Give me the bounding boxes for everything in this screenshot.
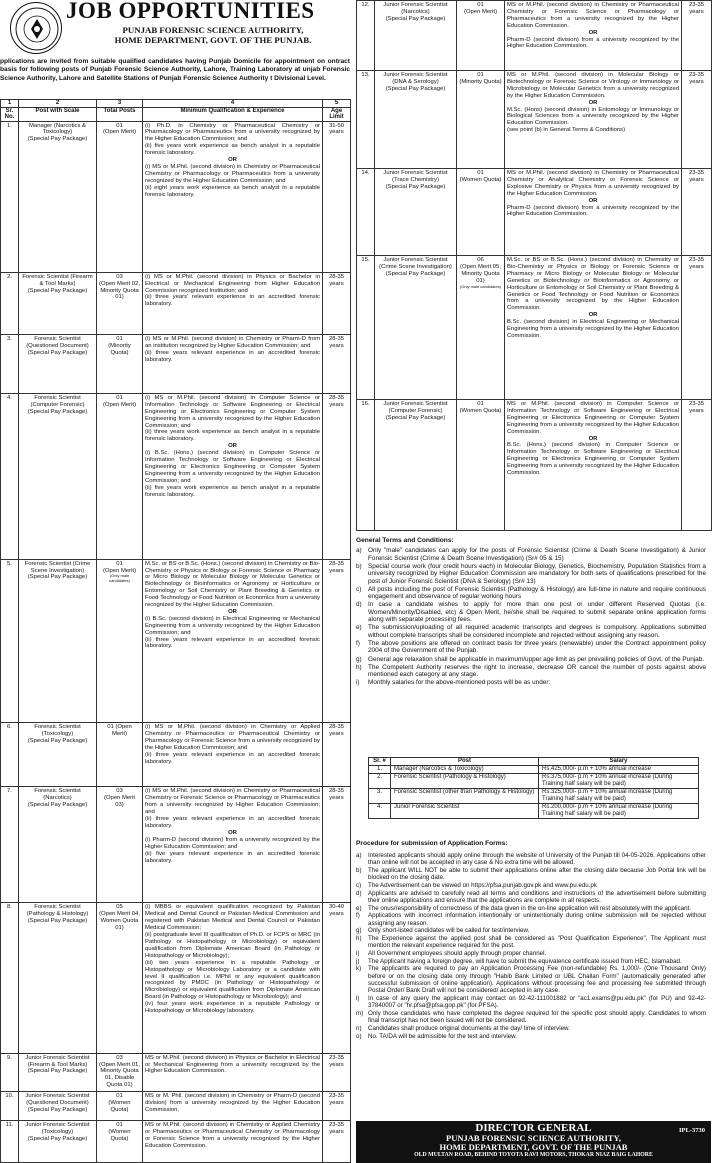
posts-table-left (0, 99, 351, 1163)
col-number: 2 (19, 100, 97, 108)
row-sr: 5. (1, 559, 19, 723)
row-posts-count: 01 (Open Merit) (107, 724, 132, 738)
row-qualification (505, 400, 682, 531)
row-posts-count: 01 (Minority Quota) (459, 72, 502, 85)
list-item (356, 656, 706, 664)
table-row (357, 71, 712, 169)
list-item-label: i) (356, 679, 360, 687)
row-age: 31-50 years (323, 121, 351, 272)
list-item (356, 586, 706, 601)
row-qualification (505, 1, 682, 71)
row-total-posts (457, 1, 505, 71)
list-item-label: h) (356, 663, 362, 671)
salary-post: Manager (Narcotics & Toxicology) (391, 766, 539, 774)
salary-header-row (369, 758, 699, 766)
row-qualification (505, 256, 682, 400)
row-age: 28-35 years (323, 559, 351, 723)
salary-sr: 1. (369, 766, 391, 774)
list-item-text: The Advertisement can be viewed on https://pfsa.punjab.gov.pk and www.pu.edu.pk (368, 881, 597, 889)
row-qualification (505, 71, 682, 169)
table-header-row (1, 107, 351, 121)
list-item-text: Applicants are advised to carefully read all terms and conditions and instructions of the advertisement before submitting their online applications and ensure that the applications are complete in all respects. (368, 889, 706, 904)
list-item-label: c) (356, 585, 362, 593)
list-item-label: f) (356, 639, 360, 647)
salary-sr: 4. (369, 804, 391, 819)
footer-box (356, 1121, 711, 1163)
row-qualification (143, 121, 323, 272)
row-posts-count: 01 (Women Quota) (108, 1122, 131, 1143)
or-separator: OR (588, 99, 598, 106)
row-posts-count: 03 (Open Merit 03) (103, 788, 136, 809)
row-post: Forensic Scientist (Toxicology) (Special Pay Package) (19, 723, 97, 787)
salary-row (369, 774, 699, 789)
qualification-line: M.Sc. or BS or B.Sc. (Hons.) (second division) in Chemistry or Bio-Chemistry or Physics or Biology or Forensic Science or Pharmacy or Micro Biology or Molecular Biology or Molecular Genetics or Biotechnology or Bioinformatics or Agronomy or Horticulture or Entomology or Soil Chemistry or Plant Breeding & Genetics or Food Technology or Food Nutrition or Economics from a university recognized by the Higher Education Commission. (507, 257, 679, 312)
list-item-text: Only short-listed candidates will be called for test/interview. (368, 927, 530, 935)
list-item (356, 927, 706, 934)
or-separator: OR (588, 312, 598, 319)
col-header-qualification: Minimum Qualification & Experience (143, 107, 323, 121)
list-item (356, 664, 706, 679)
qualification-line: (ii) eight years work experience as bench analyst in a reputable forensic laboratory. (145, 184, 320, 198)
row-sr: 3. (1, 334, 19, 393)
list-item-label: d) (356, 889, 362, 897)
table-col-number-row (1, 100, 351, 108)
procedure-list (356, 852, 706, 1040)
list-item-text: The applicants are required to pay an Application Processing Fee (non-refundable) Rs. 1,000/- (One Thousand Only) before or on the closing date only through "Habib Bank Limited or UBL Challan Form" (automatically generated after successful submission of online application). Applications without processing fee and processing fee submitted through Postal Order/ Bank Draft will not be considered/ accepted in any case. (368, 965, 706, 995)
list-item-label: g) (356, 927, 362, 935)
row-age: 28-35 years (323, 787, 351, 903)
table-row (357, 400, 712, 531)
row-post: Manager (Narcotics & Toxicology) (Special Pay Package) (19, 121, 97, 272)
row-posts-note: (Only male candidates) (459, 283, 502, 289)
table-row (1, 272, 351, 334)
list-item-text: The Applicant having a foreign degree, will have to submit the equivalence certificate issued from HEC, Islamabad. (368, 957, 682, 965)
qualification-line: (ii) three years relevant experience in an accredited forensic laboratory. (145, 816, 320, 829)
row-total-posts (97, 393, 143, 559)
row-sr: 16. (357, 400, 375, 531)
terms-heading: General Terms and Conditions: (356, 537, 454, 544)
row-post: Junior Forensic Scientist (Trace Chemistry) (Special Pay Package) (375, 169, 457, 256)
list-item (356, 1025, 706, 1032)
table-row (1, 334, 351, 393)
or-separator: OR (228, 829, 237, 836)
footer-designation: DIRECTOR GENERAL (475, 1122, 592, 1134)
qualification-line: (i) MS or M.Phil. (second division) in Chemistry or Pharmaceutical Chemistry or Forensic Science or Pharmacology or Pharmaceutics from a university recognized by Higher Education Commission; and (145, 788, 320, 816)
row-qualification: (i) MS or M.Phil. (second division) in Chemistry or Pharm-D from an institution recognized by Higher Education Commission; and (ii) three years relevant experience in an accredited forensic laboratory. (143, 334, 323, 393)
row-age: 28-35 years (323, 334, 351, 393)
salary-table (368, 757, 699, 819)
qualification-line: Pharm-D (second division) from a university recognized by the Higher Education Commission. (507, 204, 679, 218)
salary-amount: Rs.425,000/- p.m + 10% annual increase (539, 766, 699, 774)
row-qualification (505, 169, 682, 256)
list-item (356, 640, 706, 655)
row-qualification (143, 559, 323, 723)
list-item-label: e) (356, 624, 362, 632)
row-post: Forensic Scientist (Questioned Document) (Special Pay Package) (19, 334, 97, 393)
list-item (356, 965, 706, 994)
row-posts-count: 06 (Open Merit 05, Minority Quota 01) (460, 257, 501, 284)
row-post: Junior Forensic Scientist (DNA & Serology) (Special Pay Package) (375, 71, 457, 169)
list-item-label: m) (356, 1009, 364, 1017)
list-item-label: o) (356, 1032, 362, 1040)
list-item-text: No. TA/DA will be admissible for the test and interview. (368, 1032, 518, 1040)
row-sr: 4. (1, 393, 19, 559)
list-item-text: All posts including the post of Forensic Scientist (Pathology & Histology) are full-time in nature and require continuous engagement and observance of regular working hours (368, 585, 706, 601)
table-row (1, 1092, 351, 1121)
salary-amount: Rs.325,000/- p.m + 10% annual increase (During Training half salary will be paid) (539, 789, 699, 804)
intro-paragraph: pplications are invited from suitable qualified candidates having Punjab Domicile for appointment on ontract basis for following posts of Punjab Forensic Science Authority, Lahore, Training Laboratory at unjab Forensic Science Authority, Lahore and Satellite Stations of Punjab Forensic Science Authority t Divisional Level. (0, 58, 350, 82)
row-qualification: MS or M. Phil. (second division) in Chemistry or Pharm-D (second division) from a university recognized by the Higher Education Commission. (143, 1092, 323, 1121)
salary-post: Junior Forensic Scientist (391, 804, 539, 819)
page-subtitle (88, 25, 338, 45)
or-separator: OR (588, 435, 598, 442)
row-age: 23-35 years (323, 1121, 351, 1163)
row-posts-count: 03 (Open Merit 02, Minority Quota 01) (99, 273, 140, 301)
col-number: 3 (97, 100, 143, 108)
qualification-line: (ii) three years work experience as bench analyst in a reputable forensic laboratory. (145, 429, 320, 443)
row-sr: 14. (357, 169, 375, 256)
table-row (1, 121, 351, 272)
list-item (356, 563, 706, 586)
list-item (356, 624, 706, 639)
qualification-line: (i) B.Sc. (Hons.) (second division) in Computer Science or Information Technology or Software Engineering or Electrical Engineering or Electronics Engineering or Computer System Engineering from a university recognized by the Higher Education Commission; and (145, 450, 320, 484)
table-row (1, 723, 351, 787)
col-header-sr: Sr. No. (1, 107, 19, 121)
row-post: Junior Forensic Scientist (Narcotics) (Special Pay Package) (375, 1, 457, 71)
page-title: JOB OPPORTUNITIES (66, 0, 315, 23)
list-item-label: e) (356, 904, 362, 912)
row-qualification: (i) MBBS or equivalent qualification recognized by Pakistan Medical and Dental Council or Pakistan Medical Commission and registered with Pakistan Medical and Dental Council or Pakistan Medical Commission; (ii) postgraduate level III qualification of Ph.D. or FCPS or MRC (in Pathology or Histopathology or Microbiology) or equivalent qualification from Diplomate American Board (in Pathology or Histopathology or Microbiology); (iii) two years experience in a reputable Pathology or Histopathology or Microbiology Laboratory or a candidate with level II qualification i.e. MPhil or any equivalent qualification recognized by PMDC (in Pathology or Histopathology or Microbiology) or equivalent qualification from Diplomate American Board (in Pathology or Histopathology or Microbiology); and (iv) four years work experience in a reputable Pathology or Histopathology or Microbiology laboratory. (143, 903, 323, 1053)
list-item-label: g) (356, 655, 362, 663)
qualification-line: (ii) three years relevant experience in an accredited forensic laboratory. (145, 636, 320, 650)
salary-post: Forensic Scientist (other than Pathology & Histology) (391, 789, 539, 804)
row-total-posts (97, 1121, 143, 1163)
salary-sr: 3. (369, 789, 391, 804)
row-qualification: (i) MS or M.Phil. (second division) in Chemistry or Applied Chemistry or Pharmaceutics or Pharmaceutical Chemistry or Pharmacology or Forensic Science from a university recognized by the Higher Education Commission; and (ii) three years relevant experience in an accredited forensic laboratory. (143, 723, 323, 787)
or-separator: OR (588, 197, 598, 204)
list-item-label: a) (356, 547, 362, 554)
row-posts-count: 05 (Open Merit 04, Women Quota 01) (99, 904, 140, 932)
or-separator: OR (588, 29, 598, 36)
table-row (357, 256, 712, 400)
pfsa-logo (10, 2, 62, 54)
row-posts-count: 01 (Open Merit) (102, 122, 137, 136)
salary-sr: 2. (369, 774, 391, 789)
list-item (356, 958, 706, 965)
row-qualification: (i) MS or M.Phil. (second division) in Physics or Bachelor in Electrical or Mechanical Engineering from Higher Education Commission recognized Institution; and (ii) three years' relevant experience in an accredited forensic laboratory. (143, 272, 323, 334)
row-qualification (143, 787, 323, 903)
row-posts-count: 01 (Women Quota) (108, 1093, 131, 1114)
list-item-text: Candidates shall produce original documents at the day/ time of interview. (368, 1024, 570, 1032)
list-item (356, 950, 706, 957)
row-qualification (143, 393, 323, 559)
or-separator: OR (228, 608, 237, 615)
salary-col-sr: Sr. # (369, 758, 391, 766)
list-item (356, 890, 706, 905)
list-item (356, 867, 706, 882)
list-item-text: The submission/uploading of all required academic transcripts and degrees is compulsory. Applications submitted without complete transcripts shall be considered incomplete and rejected without assigning any reason. (368, 624, 706, 639)
row-total-posts (97, 272, 143, 334)
list-item-label: l) (356, 994, 360, 1002)
qualification-line: MS or M.Phil. (second division) in Computer Science or Information Technology or Software Engineering or Electrical Engineering or Electronics Engineering or Computer System Engineering from a university recognized by the Higher Education Commission. (507, 401, 679, 435)
qualification-line: (i) B.Sc. (second division) in Electrical Engineering or Mechanical Engineering from a university recognized by the Higher Education Commission; and (145, 615, 320, 636)
list-item (356, 882, 706, 889)
subtitle-line: PUNJAB FORENSIC SCIENCE AUTHORITY, (122, 25, 304, 35)
row-total-posts (457, 169, 505, 256)
list-item (356, 601, 706, 624)
qualification-line: (i) Ph.D. in Chemistry or Pharmaceutical Chemistry or Pharmacology or Pharmaceutics from a university recognized by the Higher Education Commission; and (145, 122, 320, 143)
or-separator: OR (228, 157, 237, 164)
row-sr: 13. (357, 71, 375, 169)
list-item-label: j) (356, 957, 360, 965)
row-post: Forensic Scientist (Pathology & Histology) (Special Pay Package) (19, 903, 97, 1053)
row-posts-count: 01 (Minority Quota) (108, 335, 131, 356)
row-sr: 6. (1, 723, 19, 787)
qualification-line: Pharm-D (second division) from a university recognized by the Higher Education Commission. (507, 36, 679, 50)
row-total-posts (457, 256, 505, 400)
footer-address: OLD MULTAN ROAD, BEHIND TOYOTA RAVI MOTORS, THOKAR NIAZ BAIG LAHORE (414, 1152, 653, 1158)
salary-row (369, 789, 699, 804)
col-header-post: Post with Scale (19, 107, 97, 121)
row-post: Junior Forensic Scientist (Crime Scene Investigation) (Special Pay Package) (375, 256, 457, 400)
row-posts-count: 01 (Women Quota) (459, 401, 502, 414)
list-item-text: Applications with incorrect information intentionally or unintentionally during online submission will be rejected without assigning any reason. (368, 912, 706, 927)
list-item (356, 912, 706, 927)
row-age: 28-35 years (323, 393, 351, 559)
list-item (356, 852, 706, 867)
list-item-text: In case a candidate wishes to apply for more than one post or under different Reserved Quotas (i.e. Women/Minority/Disabled, etc) & Open Merit, he/she shall be required to submit separate online application forms along with separate processing fees. (368, 601, 706, 624)
list-item-label: c) (356, 881, 362, 889)
list-item-label: n) (356, 1024, 362, 1032)
row-age: 23-35 years (682, 71, 712, 169)
list-item (356, 547, 706, 562)
qualification-line: M.Sc. or BS or B.Sc. (Hons.) (second division) in Chemistry or Bio-Chemistry or Physics or Biology or Forensic Science or Pharmacy or Micro Biology or Molecular Biology or Molecular Genetics or Biotechnology or Bioinformatics or Agronomy or Horticulture or Entomology or Soil Chemistry or Plant Breeding & Genetics or Food Technology or Food Nutrition or Economics from a university recognized by the Higher Education Commission. (145, 560, 320, 609)
salary-row (369, 804, 699, 819)
list-item-text: Only those candidates who have completed the degree required for the specific post should apply. Candidates to whom final transcript has not been issued will not be considered. (368, 1009, 706, 1025)
qualification-line: MS or M.Phil. (second division) in Molecular Biology or Biotechnology or Forensic Science or Virology or Immunology or Microbiology or Molecular Genetics from a university recognized by the Higher Education Commission. (507, 72, 679, 99)
subtitle-line: HOME DEPARTMENT, GOVT. OF THE PUNJAB. (114, 35, 312, 45)
list-item-text: Interested applicants should apply online through the website of University of the Punjab till 04-05-2026. Applications other than online will not be accepted in any case & No extra time will be allowed. (368, 852, 706, 867)
list-item-label: k) (356, 965, 362, 973)
row-sr: 2. (1, 272, 19, 334)
row-total-posts (457, 400, 505, 531)
row-total-posts (97, 559, 143, 723)
row-total-posts (97, 723, 143, 787)
table-row (1, 393, 351, 559)
salary-amount: Rs.200,000/- p.m + 10% annual increase (During Training half salary will be paid) (539, 804, 699, 819)
row-age: 23-35 years (682, 400, 712, 531)
qualification-line: (i) MS or M.Phil. (second division) in Computer Science or Information Technology or Software Engineering or Electrical Engineering or Electronics Engineering or Computer System Engineering from a university recognized by the Higher Education Commission; and (145, 394, 320, 429)
list-item-text: The Competent Authority reserves the right to increase, decrease OR cancel the number of posts against above mentioned each category at any stage. (368, 663, 706, 679)
list-item (356, 995, 706, 1010)
table-row (1, 1053, 351, 1092)
row-sr: 11. (1, 1121, 19, 1163)
qualification-line: B.Sc. (Hons.) (second division) in Computer Science or Information Technology or Software Engineering or Electrical Engineering or Electronics Engineering or Computer System Engineering from a university recognized by the Higher Education Commission. (507, 442, 679, 477)
row-post: Forensic Scientist (Narcotics) (Special Pay Package) (19, 787, 97, 903)
salary-amount: Rs.375,000/- p.m + 10% annual increase (During Training half salary will be paid) (539, 774, 699, 789)
ipl-code: IPL-3730 (679, 1127, 705, 1134)
list-item (356, 1010, 706, 1025)
salary-col-salary: Salary (539, 758, 699, 766)
row-total-posts (97, 787, 143, 903)
row-age: 23-35 years (323, 1092, 351, 1121)
list-item-text: The above positions are offered on contract basis for three years (renewable) under the Contract appointment policy 2004 of the Government of the Punjab. (368, 639, 706, 655)
list-item-label: b) (356, 866, 362, 874)
qualification-line: B.Sc. (second division) in Electrical Engineering or Mechanical Engineering from a university recognized by the Higher Education Commission. (507, 319, 679, 339)
col-number: 4 (143, 100, 323, 108)
list-item-text: In case of any query the applicant may contact on 92-42-111001882 or "ac1.exams@pu.edu.pk" (for PU) and 92-42-37840007 or "hr.pfsa@pfsa.gop.pk" (for PFSA). (368, 994, 706, 1010)
salary-row (369, 766, 699, 774)
list-item-label: d) (356, 601, 362, 609)
row-post: Junior Forensic Scientist (Firearm & Tool Marks) (Special Pay Package) (19, 1053, 97, 1092)
row-sr: 7. (1, 787, 19, 903)
terms-list (356, 547, 706, 687)
list-item-text: Monthly salaries for the above-mentioned posts will be as under: (368, 679, 551, 687)
row-sr: 15. (357, 256, 375, 400)
qualification-line: MS or M.Phil. (second division) in Chemistry or Pharmaceutical Chemistry or Analytical Chemistry or Forensic Science or Explosive Chemistry or Physics from a university recognized by the Higher Education Commission. (507, 170, 679, 197)
or-separator: OR (228, 443, 237, 450)
salary-col-post: Post (391, 758, 539, 766)
row-post: Junior Forensic Scientist (Questioned Document) (Special Pay Package) (19, 1092, 97, 1121)
posts-table-right (356, 0, 712, 531)
footer-org: PUNJAB FORENSIC SCIENCE AUTHORITY, (446, 1133, 621, 1143)
row-posts-count: 01 (Women Quota) (459, 170, 502, 183)
list-item-text: All Government employees should apply through proper channel. (368, 949, 547, 957)
row-posts-note: (Only male candidates) (109, 573, 130, 583)
row-post: Junior Forensic Scientist (Toxicology) (Special Pay Package) (19, 1121, 97, 1163)
row-qualification: MS or M.Phil. (second division) in Chemistry or Applied Chemistry or Pharmaceutics or Pharmaceutical Chemistry or Pharmacology or Forensic Science from a university recognized by the Higher Education Commission. (143, 1121, 323, 1163)
row-post: Junior Forensic Scientist (Computer Forensic) (Special Pay Package) (375, 400, 457, 531)
list-item-label: b) (356, 562, 362, 570)
row-age: 23-35 years (323, 1053, 351, 1092)
row-age: 23-35 years (682, 169, 712, 256)
list-item (356, 905, 706, 912)
table-row (1, 787, 351, 903)
list-item-text: The applicant WILL NOT be able to submit their applications online after the closing date because Job Portal link will be blocked on the closing date. (368, 866, 706, 882)
salary-post: Forensic Scientist (Pathology & Histology) (391, 774, 539, 789)
row-posts-count: 01 (Open Merit) (102, 560, 137, 574)
row-age: 28-35 years (323, 723, 351, 787)
table-row (357, 1, 712, 71)
row-total-posts (457, 71, 505, 169)
row-posts-count: 03 (Open Merit 01, Minority Quota 01, Disable Quota 01) (99, 1054, 140, 1089)
table-row (1, 1121, 351, 1163)
qualification-line: (ii) five years work experience as bench analyst in a reputable forensic laboratory. (145, 484, 320, 498)
row-sr: 1. (1, 121, 19, 272)
row-qualification: MS or M.Phil. (second division) in Physics or Bachelor in Electrical or Mechanical Engineering from a university recognized by the Higher Education Commission. (143, 1053, 323, 1092)
qualification-line: (ii) five years work experience as bench analyst in a reputable forensic laboratory. (145, 143, 320, 157)
row-post: Forensic Scientist (Crime Scene Investigation) (Special Pay Package) (19, 559, 97, 723)
row-post: Forensic Scientist (Computer Forensic) (Special Pay Package) (19, 393, 97, 559)
qualification-line: MS or M.Phil. (second division) in Chemistry or Pharmaceutical Chemistry or Forensic Science or Pharmacology or Pharmaceutics from a university recognized by the Higher Education Commission. (507, 2, 679, 29)
row-age: 30-40 years (323, 903, 351, 1053)
row-sr: 10. (1, 1092, 19, 1121)
list-item (356, 935, 706, 950)
row-age: 28-35 years (323, 272, 351, 334)
row-total-posts (97, 334, 143, 393)
list-item-text: Special course work (four credit hours each) in Molecular Biology, Genetics, Biochemistry, Population Statistics from a university recognized by Higher Education Commission are mandatory for both sets of qualifications prescribed for the post of Junior Forensic Scientist (DNA & Serology) (Sr# 13) (368, 562, 706, 585)
col-header-total: Total Posts (97, 107, 143, 121)
list-item-text: The onus/responsibility of correctness of the data given in the on-line application will rest absolutely with the applicant. (368, 904, 691, 912)
row-sr: 12. (357, 1, 375, 71)
list-item (356, 679, 706, 687)
row-total-posts (97, 1053, 143, 1092)
col-number: 1 (1, 100, 19, 108)
row-posts-count: 01 (Open Merit) (102, 394, 137, 408)
col-header-age: Age Limit (323, 107, 351, 121)
row-total-posts (97, 1092, 143, 1121)
list-item-text: Only "male" candidates can apply for the posts of Forensic Scientist (Crime & Death Scene Investigation) & Junior Forensic Scientist (Crime & Death Scene Investigation) (Sr# 05 & 15) (368, 547, 706, 562)
list-item-text: The Experience against the applied post shall be considered as "Post Qualification Experience". The Applicant must mention the relevant experience required for the post. (368, 935, 706, 950)
list-item (356, 1033, 706, 1040)
row-post: Forensic Scientist (Firearm & Tool Marks) (Special Pay Package) (19, 272, 97, 334)
qualification-line: (ii) five years relevant experience in an accredited forensic laboratory. (145, 850, 320, 864)
row-total-posts (97, 121, 143, 272)
col-number: 5 (323, 100, 351, 108)
list-item-label: f) (356, 912, 360, 920)
qualification-line: (i) MS or M.Phil. (second division) in Chemistry or Pharmaceutical Chemistry or Pharmacology or Pharmaceutics from a university recognized by the Higher Education Commission; and (145, 163, 320, 184)
table-row (357, 169, 712, 256)
row-total-posts (97, 903, 143, 1053)
footer-dept: HOME DEPARTMENT, GOVT. OF THE PUNJAB (439, 1142, 628, 1152)
table-row (1, 903, 351, 1053)
qualification-line: (i) Pharm-D (second division) from a university recognized by the Higher Education Commission; and (145, 836, 320, 850)
row-sr: 8. (1, 903, 19, 1053)
table-row (1, 559, 351, 723)
row-age: 23-35 years (682, 1, 712, 71)
list-item-text: General age relaxation shall be applicable in maximum/upper age limit as per prevailing policies of Govt. of the Punjab. (368, 655, 705, 663)
row-posts-count: 01 (Open Merit) (463, 2, 498, 15)
qualification-line: M.Sc. (Hons) (second division) in Entomology or Immunology or Biological Sciences from a university recognized by the Higher Education Commission. (507, 106, 679, 127)
list-item-label: a) (356, 852, 362, 859)
row-age: 23-35 years (682, 256, 712, 400)
list-item-label: h) (356, 935, 362, 942)
qualification-line: (see point (b) in General Terms & Conditions) (507, 127, 626, 134)
procedure-heading: Procedure for submission of Application Forms: (356, 840, 508, 847)
row-sr: 9. (1, 1053, 19, 1092)
list-item-label: i) (356, 949, 360, 957)
